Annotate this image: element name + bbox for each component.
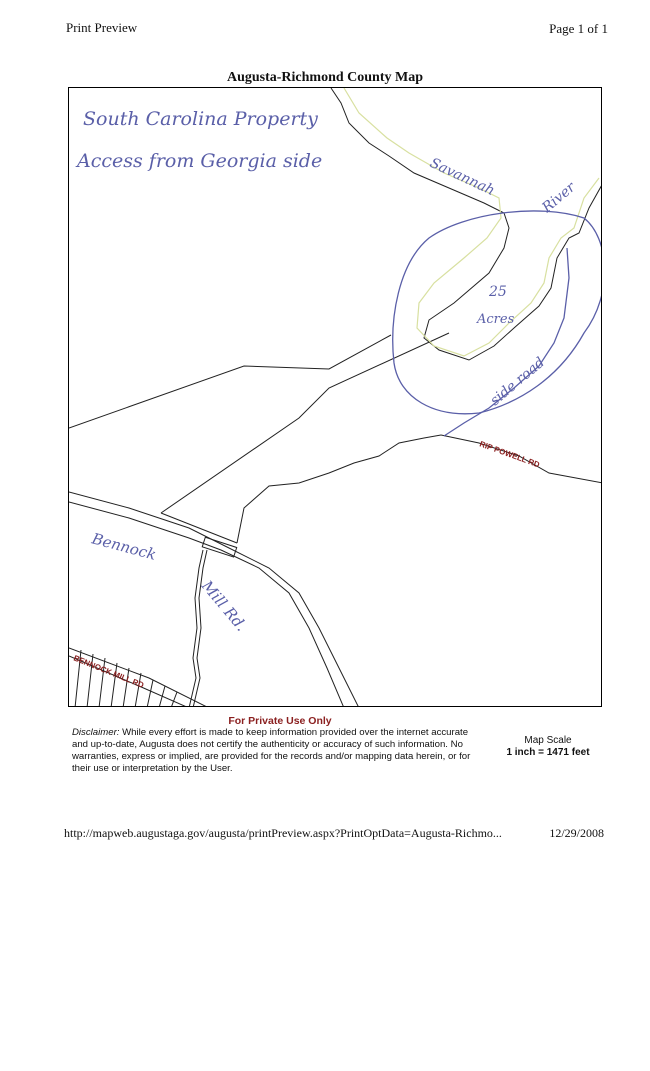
map-scale-value: 1 inch = 1471 feet: [506, 747, 590, 758]
bennock-mill-road-label: BENNOCK MILL RD: [72, 653, 146, 690]
map-drawing: [69, 88, 602, 707]
footer-date: 12/29/2008: [549, 826, 604, 840]
savannah-label: Savannah: [427, 155, 498, 200]
print-preview-label: Print Preview: [66, 20, 138, 35]
disclaimer: [72, 727, 482, 775]
bennock-label: Bennock: [89, 529, 159, 564]
private-use-notice: For Private Use Only: [228, 715, 332, 727]
disclaimer-text: While every effort is made to keep information provided over the internet accurate and up-to-date, Augusta does not certify the authenticity or accuracy of such information. No warranties, express or implied, are provided for the records and/or mapping data herein, or for their use or interpretation by the User.: [72, 727, 471, 774]
river-edge: [344, 88, 599, 356]
map-canvas[interactable]: [68, 87, 602, 707]
note-line-2: Access from Georgia side: [77, 150, 323, 172]
map-scale-label: Map Scale: [524, 735, 572, 746]
river-label: River: [539, 179, 579, 217]
map-scale: [498, 735, 598, 759]
acres-number: 25: [489, 284, 507, 300]
side-road-label: side road: [487, 354, 548, 410]
map-title: Augusta-Richmond County Map: [226, 70, 424, 85]
mill-rd-label: Mill Rd.: [197, 577, 251, 635]
acres-label: Acres: [477, 312, 515, 327]
note-line-1: South Carolina Property: [83, 108, 318, 130]
footer-url: http://mapweb.augustaga.gov/augusta/printPreview.aspx?PrintOptData=Augusta-Richmo...: [64, 826, 502, 840]
disclaimer-label: Disclaimer:: [72, 727, 120, 738]
parcel-lines: [69, 88, 602, 707]
rip-powell-road-label: RIP POWELL RD: [478, 439, 541, 470]
page-counter: Page 1 of 1: [549, 21, 608, 36]
